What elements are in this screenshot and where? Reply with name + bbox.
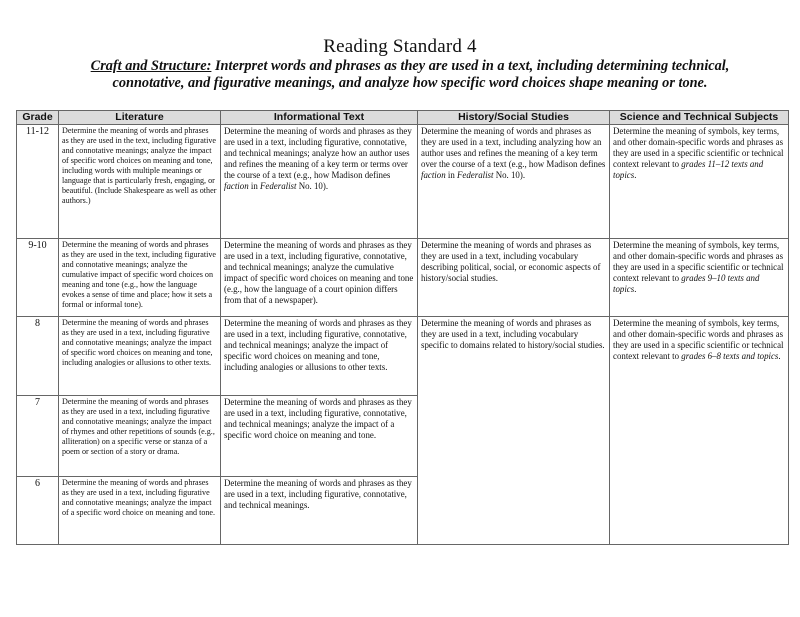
literature-cell: Determine the meaning of words and phrases as they are used in the text, including figurative and connotative meanings; analyze the cumulative impact of specific word choices on meaning and tone (e.g., how the language evokes a sense of time and place; how it sets a formal or informal tone). xyxy=(59,239,221,317)
cell-text-italic: Federalist xyxy=(457,170,494,180)
standard-text: Interpret words and phrases as they are used in a text, including determining technical, connotative, and figurative meanings, and analyze how specific word choices shape meaning or tone. xyxy=(112,58,730,91)
cell-text-italic: grades 9–10 texts and topics xyxy=(613,273,760,294)
cell-text: No. 10). xyxy=(296,181,329,191)
grade-cell: 9-10 xyxy=(17,239,59,317)
informational-text-cell: Determine the meaning of words and phrases as they are used in a text, including figurative, connotative, and technical meanings. xyxy=(221,477,418,545)
cell-text-italic: faction xyxy=(421,170,446,180)
grade-cell: 6 xyxy=(17,477,59,545)
table-row xyxy=(17,317,789,396)
cell-text: Determine the meaning of symbols, key terms, and other domain-specific words and phrases as they are used in a specific scientific or technical context relevant to xyxy=(613,318,784,361)
table-row xyxy=(17,239,789,317)
literature-cell: Determine the meaning of words and phrases as they are used in a text, including figurative and connotative meanings; analyze the impact of a specific word choice on meaning and tone. xyxy=(59,477,221,545)
header-history-social-studies: History/Social Studies xyxy=(418,111,610,125)
cell-text: . xyxy=(778,351,781,361)
history-social-studies-cell xyxy=(418,125,610,239)
cell-text: in xyxy=(248,181,260,191)
history-social-studies-cell: Determine the meaning of words and phrases as they are used in a text, including vocabulary specific to domains related to history/social studies. xyxy=(418,317,610,545)
literature-cell: Determine the meaning of words and phrases as they are used in the text, including figurative and connotative meanings; analyze the impact of specific word choices on meaning and tone, including words with multiple meanings or language that is particularly fresh, engaging, or beautiful. (Include Shakespeare as well as other authors.) xyxy=(59,125,221,239)
informational-text-cell: Determine the meaning of words and phrases as they are used in a text, including figurative, connotative, and technical meanings; analyze the cumulative impact of specific word choices on meaning and tone (e.g., how the language of a court opinion differs from that of a newspaper). xyxy=(221,239,418,317)
standard-category: Craft and Structure: xyxy=(90,58,212,74)
header-informational-text: Informational Text xyxy=(221,111,418,125)
science-technical-cell xyxy=(610,239,789,317)
header-grade: Grade xyxy=(17,111,59,125)
science-technical-cell xyxy=(610,317,789,545)
cell-text: in xyxy=(445,170,457,180)
cell-text: Determine the meaning of words and phrases as they are used in a text, including analyzing how an author uses and refines the meaning of a key term over the course of a text (e.g., how Madison defines xyxy=(421,126,606,169)
cell-text-italic: faction xyxy=(224,181,249,191)
cell-text-italic: Federalist xyxy=(260,181,297,191)
header-literature: Literature xyxy=(59,111,221,125)
science-technical-cell xyxy=(610,125,789,239)
informational-text-cell xyxy=(221,125,418,239)
grade-cell: 7 xyxy=(17,396,59,477)
informational-text-cell: Determine the meaning of words and phrases as they are used in a text, including figurative, connotative, and technical meanings; analyze the impact of specific word choices on meaning and tone, including analogies or allusions to other texts. xyxy=(221,317,418,396)
grade-cell: 11-12 xyxy=(17,125,59,239)
cell-text: Determine the meaning of words and phrases as they are used in a text, including figurative, connotative, and technical meanings; analyze how an author uses and refines the meaning of a key term or terms over the course of a text (e.g., how Madison defines xyxy=(224,126,412,180)
cell-text-italic: grades 11–12 texts and topics xyxy=(613,159,764,180)
grade-cell: 8 xyxy=(17,317,59,396)
literature-cell: Determine the meaning of words and phrases as they are used in a text, including figurative and connotative meanings; analyze the impact of specific word choices on meaning and tone, including analogies or allusions to other texts. xyxy=(59,317,221,396)
header-row xyxy=(17,111,789,125)
cell-text: . xyxy=(634,170,637,180)
standard-description xyxy=(70,58,750,92)
literature-cell: Determine the meaning of words and phrases as they are used in a text, including figurative and connotative meanings; analyze the impact of rhymes and other repetitions of sounds (e.g., alliteration) on a specific verse or stanza of a poem or section of a story or drama. xyxy=(59,396,221,477)
header-science-technical: Science and Technical Subjects xyxy=(610,111,789,125)
table-row xyxy=(17,125,789,239)
cell-text: No. 10). xyxy=(493,170,526,180)
page-title: Reading Standard 4 xyxy=(323,36,477,57)
history-social-studies-cell: Determine the meaning of words and phrases as they are used in a text, including vocabulary describing political, social, or economic aspects of history/social studies. xyxy=(418,239,610,317)
cell-text: . xyxy=(634,284,637,294)
informational-text-cell: Determine the meaning of words and phrases as they are used in a text, including figurative, connotative, and technical meanings; analyze the impact of a specific word choice on meaning and tone. xyxy=(221,396,418,477)
standards-table xyxy=(16,110,789,545)
cell-text: Determine the meaning of symbols, key terms, and other domain-specific words and phrases as they are used in a specific scientific or technical context relevant to xyxy=(613,240,784,283)
cell-text-italic: grades 6–8 texts and topics xyxy=(681,351,779,361)
cell-text: Determine the meaning of symbols, key terms, and other domain-specific words and phrases as they are used in a specific scientific or technical context relevant to xyxy=(613,126,784,169)
